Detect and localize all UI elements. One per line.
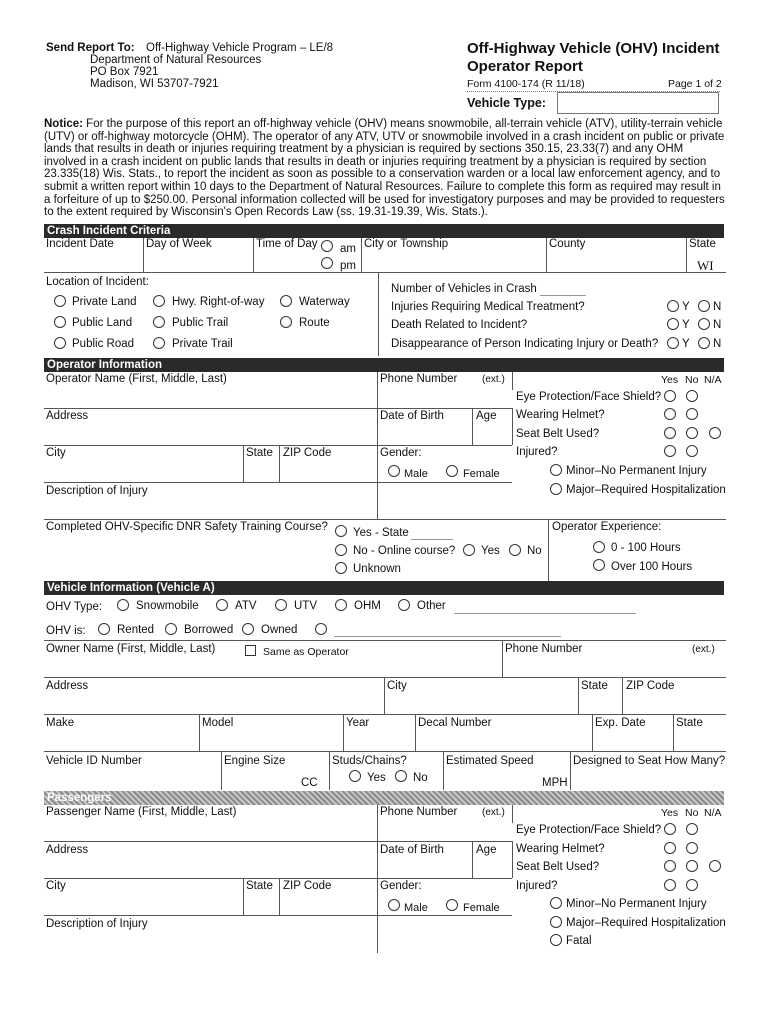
operator-dob-label: Date of Birth [380, 410, 444, 422]
public-land-radio[interactable] [54, 316, 66, 328]
divider [512, 408, 513, 445]
section-operator-information: Operator Information [44, 358, 724, 372]
make-label: Make [46, 717, 75, 729]
online-yes-label: Yes [481, 545, 500, 557]
passenger-yes-header: Yes [661, 807, 679, 819]
passenger-age-label: Age [476, 844, 497, 856]
online-no-label: No [527, 545, 542, 557]
other-type-label: Other [417, 600, 446, 612]
divider [243, 445, 244, 482]
operator-male-label: Male [404, 468, 428, 480]
studs-no-radio[interactable] [395, 770, 407, 782]
passenger-seatbelt-no-radio[interactable] [686, 860, 698, 872]
location-label: Location of Incident: [46, 276, 149, 288]
injuries-no-radio[interactable] [698, 300, 710, 312]
ohv-type-label: OHV Type: [46, 601, 103, 613]
passenger-minor-injury-label: Minor–No Permanent Injury [566, 898, 707, 910]
helmet-yes-radio[interactable] [664, 408, 676, 420]
waterway-radio[interactable] [280, 295, 292, 307]
divider [44, 482, 512, 483]
divider [512, 805, 513, 823]
seatbelt-no-radio[interactable] [686, 427, 698, 439]
operator-female-label: Female [463, 468, 500, 480]
day-of-week-label: Day of Week [146, 238, 212, 250]
operator-male-radio[interactable] [388, 465, 400, 477]
utv-label: UTV [294, 600, 317, 612]
other-ownership-radio[interactable] [315, 623, 327, 635]
state-label: State [689, 238, 716, 250]
death-n-label: N [713, 319, 722, 331]
passenger-no-header: No [685, 807, 699, 819]
operator-minor-injury-radio[interactable] [550, 464, 562, 476]
private-trail-label: Private Trail [172, 338, 233, 350]
route-radio[interactable] [280, 316, 292, 328]
death-y-label: Y [682, 319, 690, 331]
divider [279, 878, 280, 915]
divider [343, 714, 344, 751]
owner-city-label: City [387, 680, 407, 692]
passenger-female-label: Female [463, 902, 500, 914]
public-trail-radio[interactable] [153, 316, 165, 328]
borrowed-radio[interactable] [165, 623, 177, 635]
address-line-4: Madison, WI 53707-7921 [90, 78, 219, 90]
operator-yes-header: Yes [661, 374, 679, 386]
operator-major-injury-label: Major–Required Hospitalization [566, 484, 726, 496]
passenger-injured-no-radio[interactable] [686, 879, 698, 891]
section-passengers: Passengers [44, 791, 724, 805]
owner-name-label: Owner Name (First, Middle, Last) [46, 643, 216, 655]
operator-ext-label: (ext.) [482, 374, 505, 385]
divider [578, 677, 579, 714]
vin-label: Vehicle ID Number [46, 755, 142, 767]
passenger-eye-no-radio[interactable] [686, 823, 698, 835]
page-number: Page 1 of 2 [668, 78, 722, 90]
divider [384, 677, 385, 714]
eye-protection-label: Eye Protection/Face Shield? [516, 391, 662, 403]
operator-city-label: City [46, 447, 66, 459]
passenger-seatbelt-na-radio[interactable] [709, 860, 721, 872]
injured-no-radio[interactable] [686, 445, 698, 457]
same-as-operator-checkbox[interactable] [245, 645, 256, 656]
mph-label: MPH [542, 777, 568, 789]
eye-protection-no-radio[interactable] [686, 390, 698, 402]
disappearance-n-label: N [713, 338, 722, 350]
divider [378, 272, 379, 356]
training-question: Completed OHV-Specific DNR Safety Training Course? [46, 521, 328, 533]
passenger-injured-yes-radio[interactable] [664, 879, 676, 891]
divider [143, 238, 144, 272]
operator-female-radio[interactable] [446, 465, 458, 477]
passenger-helmet-label: Wearing Helmet? [516, 843, 605, 855]
online-yes-radio[interactable] [463, 544, 475, 556]
atv-label: ATV [235, 600, 257, 612]
divider [253, 238, 254, 272]
divider [44, 677, 726, 678]
training-yes-state-label: Yes - State [353, 527, 409, 539]
atv-radio[interactable] [216, 599, 228, 611]
notice-paragraph [44, 118, 726, 219]
training-unknown-radio[interactable] [335, 562, 347, 574]
decal-state-label: State [676, 717, 703, 729]
estimated-speed-label: Estimated Speed [446, 755, 534, 767]
divider [548, 519, 549, 581]
divider [44, 445, 512, 446]
borrowed-label: Borrowed [184, 624, 234, 636]
helmet-label: Wearing Helmet? [516, 409, 605, 421]
address-line-3: PO Box 7921 [90, 66, 159, 78]
divider [44, 915, 512, 916]
training-state-input[interactable] [411, 539, 453, 540]
divider [44, 519, 726, 520]
divider [512, 372, 513, 390]
engine-size-label: Engine Size [224, 755, 286, 767]
passenger-zip-label: ZIP Code [283, 880, 332, 892]
training-unknown-label: Unknown [353, 563, 401, 575]
passenger-fatal-label: Fatal [566, 935, 592, 947]
passenger-phone-label: Phone Number [380, 806, 458, 818]
section-crash-incident: Crash Incident Criteria [44, 224, 724, 238]
death-question: Death Related to Incident? [391, 319, 528, 331]
divider [443, 751, 444, 790]
am-label: am [340, 243, 356, 255]
divider [570, 751, 571, 790]
hwy-right-of-way-label: Hwy. Right-of-way [172, 296, 265, 308]
operator-phone-label: Phone Number [380, 373, 458, 385]
helmet-no-radio[interactable] [686, 408, 698, 420]
divider [472, 408, 473, 445]
address-line-2: Department of Natural Resources [90, 54, 262, 66]
seatbelt-yes-radio[interactable] [664, 427, 676, 439]
operator-experience-label: Operator Experience: [552, 521, 662, 533]
waterway-label: Waterway [299, 296, 350, 308]
exp-date-label: Exp. Date [595, 717, 646, 729]
divider [329, 751, 330, 790]
num-vehicles-label: Number of Vehicles in Crash [391, 283, 537, 295]
rented-label: Rented [117, 624, 155, 636]
private-land-label: Private Land [72, 296, 137, 308]
operator-zip-label: ZIP Code [283, 447, 332, 459]
owned-label: Owned [261, 624, 298, 636]
divider [512, 841, 513, 878]
divider [44, 272, 726, 273]
operator-gender-label: Gender: [380, 447, 422, 459]
operator-major-injury-radio[interactable] [550, 483, 562, 495]
divider [221, 751, 222, 790]
passenger-seatbelt-yes-radio[interactable] [664, 860, 676, 872]
passenger-ext-label: (ext.) [482, 807, 505, 818]
operator-desc-injury-label: Description of Injury [46, 485, 148, 497]
passenger-fatal-radio[interactable] [550, 934, 562, 946]
section-vehicle-information: Vehicle Information (Vehicle A) [44, 581, 724, 595]
city-township-label: City or Township [364, 238, 449, 250]
divider [361, 238, 362, 272]
operator-address-label: Address [46, 410, 89, 422]
passenger-na-header: N/A [704, 807, 722, 819]
divider [673, 714, 674, 751]
county-label: County [549, 238, 586, 250]
disappearance-question: Disappearance of Person Indicating Injury or Death? [391, 338, 659, 350]
passenger-eye-yes-radio[interactable] [664, 823, 676, 835]
online-no-radio[interactable] [509, 544, 521, 556]
passenger-state-label: State [246, 880, 273, 892]
divider [44, 878, 512, 879]
operator-state-label: State [246, 447, 273, 459]
public-land-label: Public Land [72, 317, 133, 329]
training-yes-state-radio[interactable] [335, 525, 347, 537]
divider [686, 238, 687, 272]
owner-ext-label: (ext.) [692, 644, 715, 655]
snowmobile-radio[interactable] [117, 599, 129, 611]
owner-address-label: Address [46, 680, 89, 692]
passenger-gender-label: Gender: [380, 880, 422, 892]
other-type-radio[interactable] [398, 599, 410, 611]
passenger-seatbelt-label: Seat Belt Used? [516, 861, 600, 873]
operator-no-header: No [685, 374, 699, 386]
notice-text: For the purpose of this report an off-highway vehicle (OHV) means snowmobile, all-terrain vehicle (ATV), utility-terrain vehicle (UTV) or off-highway motorcycle (OHM). The operator of any ATV, UTV or snowmobile involved in a crash incident on public or private lands that results in death or injuries requiring treatment by a physician is required by sections 350.15, 23.33(7) and any OHM involved in a crash incident on public lands that results in death or injuries requiring treatment by a physician is required by section 23.335(18) Wis. Stats., to report the incident as soon as possible to a conservation warden or a local law enforcement agency, and to submit a written report within 10 days to the Department of Natural Resources. Failure to complete this form as required may result in a forfeiture of up to $250.00. Personal information collected will be used for investigatory purposes and may be provided to requesters to the extent required by Wisconsin's Open Records Law (ss. 19.31-19.39, Wis. Stats.). [44, 118, 725, 219]
vehicle-type-field[interactable] [557, 92, 719, 114]
divider [199, 714, 200, 751]
injuries-yes-radio[interactable] [667, 300, 679, 312]
public-trail-label: Public Trail [172, 317, 229, 329]
other-type-input[interactable] [454, 613, 636, 614]
public-road-radio[interactable] [54, 337, 66, 349]
training-no-online-radio[interactable] [335, 544, 347, 556]
passenger-address-label: Address [46, 844, 89, 856]
owner-zip-label: ZIP Code [626, 680, 675, 692]
experience-over-100-radio[interactable] [593, 559, 605, 571]
studs-yes-radio[interactable] [349, 770, 361, 782]
public-road-label: Public Road [72, 338, 135, 350]
divider [44, 640, 726, 641]
num-vehicles-input[interactable] [540, 295, 586, 296]
model-label: Model [202, 717, 234, 729]
passenger-helmet-no-radio[interactable] [686, 842, 698, 854]
snowmobile-label: Snowmobile [136, 600, 199, 612]
incident-date-label: Incident Date [46, 238, 114, 250]
address-line-1: Off-Highway Vehicle Program – LE/8 [146, 42, 334, 54]
ohv-is-label: OHV is: [46, 625, 86, 637]
passenger-eye-protection-label: Eye Protection/Face Shield? [516, 824, 662, 836]
studs-no-label: No [413, 772, 428, 784]
passenger-injured-label: Injured? [516, 880, 558, 892]
route-label: Route [299, 317, 330, 329]
passenger-male-label: Male [404, 902, 428, 914]
experience-0-100-radio[interactable] [593, 541, 605, 553]
passenger-helmet-yes-radio[interactable] [664, 842, 676, 854]
divider [44, 751, 726, 752]
pm-label: pm [340, 260, 356, 272]
notice-label: Notice: [44, 118, 83, 130]
disappearance-no-radio[interactable] [698, 337, 710, 349]
divider [472, 841, 473, 878]
private-trail-radio[interactable] [153, 337, 165, 349]
divider [546, 238, 547, 272]
passenger-minor-injury-radio[interactable] [550, 897, 562, 909]
divider [377, 805, 378, 953]
owner-state-label: State [581, 680, 608, 692]
death-yes-radio[interactable] [667, 318, 679, 330]
owned-radio[interactable] [242, 623, 254, 635]
send-report-label: Send Report To: [46, 42, 135, 54]
pm-radio[interactable] [321, 257, 333, 269]
decal-number-label: Decal Number [418, 717, 492, 729]
seat-capacity-label: Designed to Seat How Many? [573, 755, 726, 767]
passenger-major-injury-radio[interactable] [550, 916, 562, 928]
vehicle-type-label: Vehicle Type: [467, 96, 546, 110]
divider [377, 372, 378, 520]
passenger-desc-injury-label: Description of Injury [46, 918, 148, 930]
year-label: Year [346, 717, 370, 729]
divider [502, 640, 503, 677]
injuries-question: Injuries Requiring Medical Treatment? [391, 301, 585, 313]
passenger-female-radio[interactable] [446, 899, 458, 911]
utv-radio[interactable] [275, 599, 287, 611]
divider [622, 677, 623, 714]
form-subtitle: Operator Report [467, 58, 583, 75]
am-radio[interactable] [321, 240, 333, 252]
death-no-radio[interactable] [698, 318, 710, 330]
same-as-operator-label: Same as Operator [263, 646, 349, 658]
ohm-label: OHM [354, 600, 381, 612]
operator-name-label: Operator Name (First, Middle, Last) [46, 373, 227, 385]
studs-yes-label: Yes [367, 772, 386, 784]
state-value[interactable]: WI [697, 258, 714, 273]
seatbelt-na-radio[interactable] [709, 427, 721, 439]
seatbelt-label: Seat Belt Used? [516, 428, 600, 440]
divider [279, 445, 280, 482]
training-no-online-label: No - Online course? [353, 545, 456, 557]
injuries-y-label: Y [682, 301, 690, 313]
passenger-name-label: Passenger Name (First, Middle, Last) [46, 806, 237, 818]
injured-label: Injured? [516, 446, 558, 458]
divider [44, 714, 726, 715]
cc-label: CC [301, 777, 318, 789]
injuries-n-label: N [713, 301, 722, 313]
disappearance-y-label: Y [682, 338, 690, 350]
operator-minor-injury-label: Minor–No Permanent Injury [566, 465, 707, 477]
disappearance-yes-radio[interactable] [667, 337, 679, 349]
form-title: Off-Highway Vehicle (OHV) Incident [467, 40, 720, 57]
passenger-city-label: City [46, 880, 66, 892]
passenger-dob-label: Date of Birth [380, 844, 444, 856]
passenger-male-radio[interactable] [388, 899, 400, 911]
divider [44, 408, 512, 409]
divider [415, 714, 416, 751]
ohm-radio[interactable] [335, 599, 347, 611]
owner-phone-label: Phone Number [505, 643, 583, 655]
other-ownership-input[interactable] [334, 636, 561, 637]
operator-age-label: Age [476, 410, 497, 422]
private-land-radio[interactable] [54, 295, 66, 307]
divider [243, 878, 244, 915]
rented-radio[interactable] [98, 623, 110, 635]
hwy-right-of-way-radio[interactable] [153, 295, 165, 307]
operator-na-header: N/A [704, 374, 722, 386]
form-number: Form 4100-174 (R 11/18) [467, 78, 585, 90]
injured-yes-radio[interactable] [664, 445, 676, 457]
passenger-major-injury-label: Major–Required Hospitalization [566, 917, 726, 929]
experience-0-100-label: 0 - 100 Hours [611, 542, 681, 554]
experience-over-100-label: Over 100 Hours [611, 561, 693, 573]
time-of-day-label: Time of Day [256, 238, 318, 250]
eye-protection-yes-radio[interactable] [664, 390, 676, 402]
divider [592, 714, 593, 751]
studs-chains-label: Studs/Chains? [332, 755, 407, 767]
divider [44, 841, 512, 842]
